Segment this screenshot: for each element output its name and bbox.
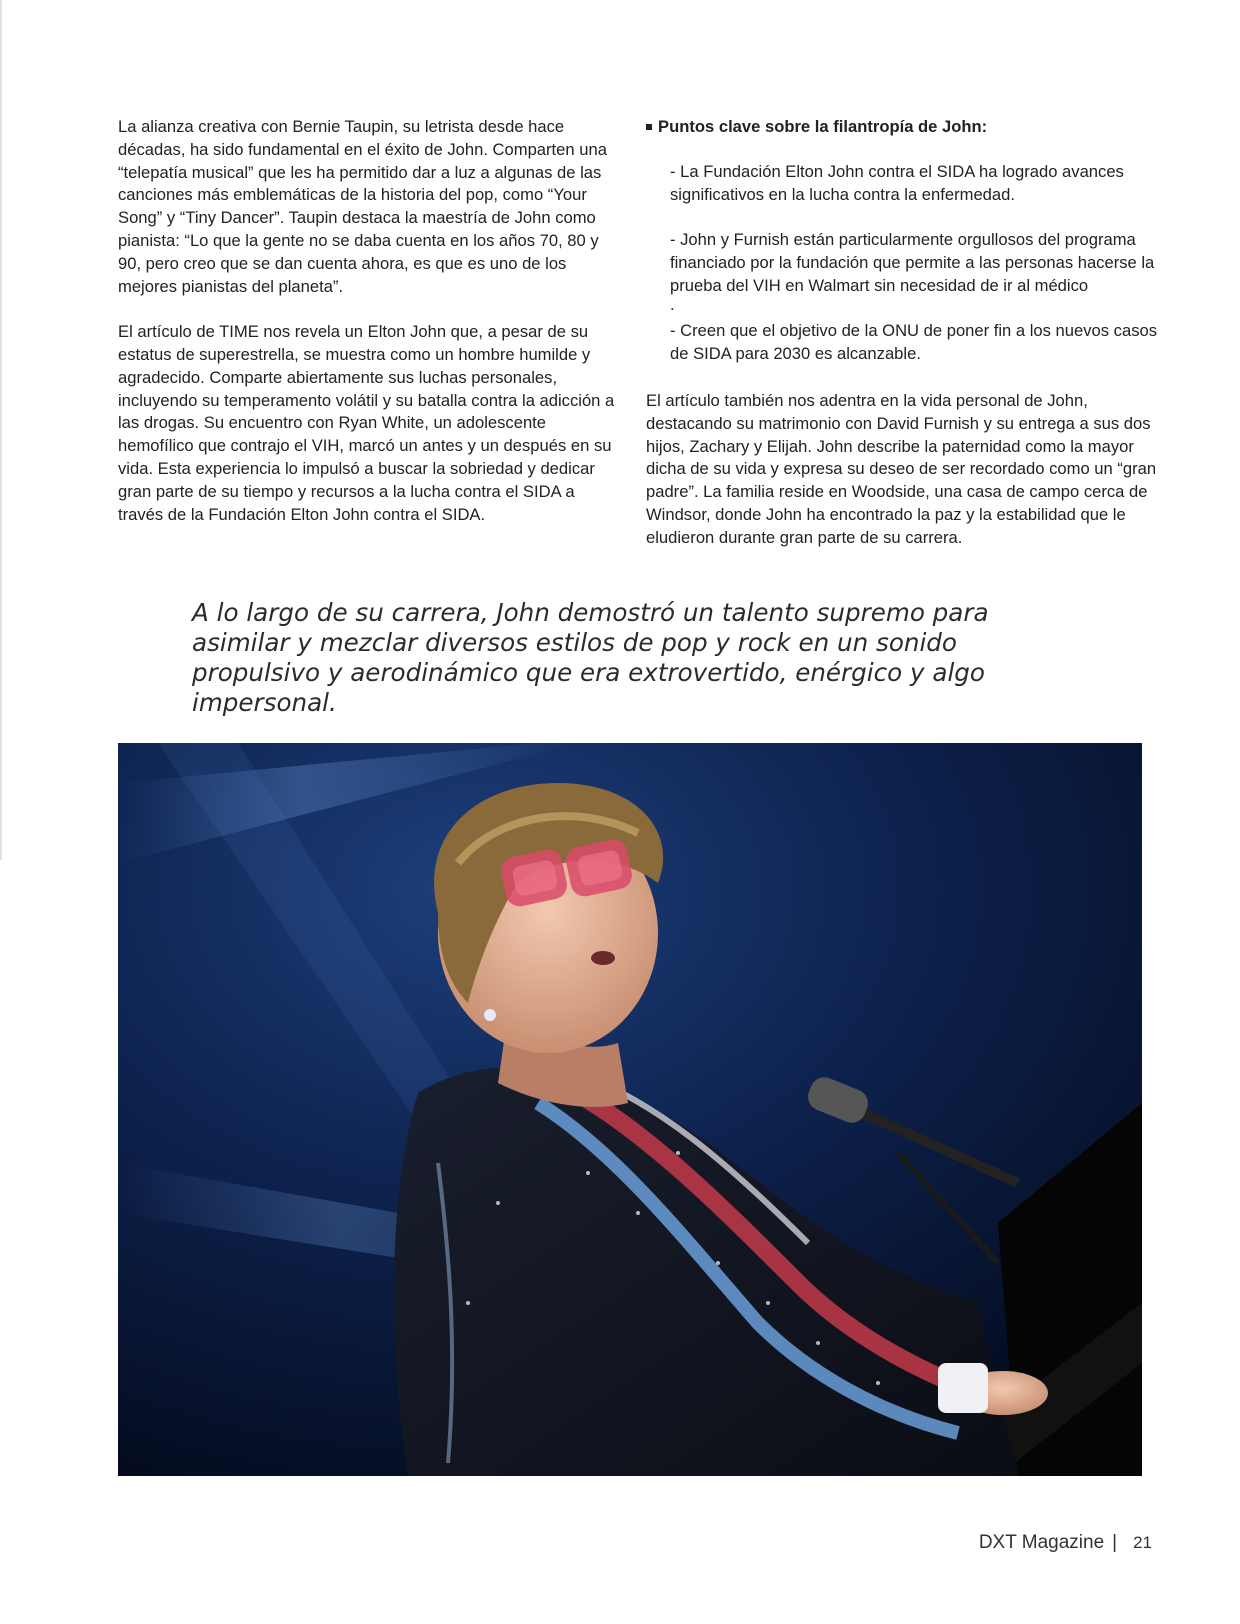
key-point-item: - La Fundación Elton John contra el SIDA ha logrado avances significativos en la lucha contra la enfermedad.	[670, 161, 1124, 204]
magazine-name: DXT Magazine	[978, 1532, 1105, 1553]
page-number: 21	[1133, 1533, 1152, 1552]
key-points-heading	[646, 116, 1166, 139]
key-point-item: - Creen que el objetivo de la ONU de poner fin a los nuevos casos de SIDA para 2030 es alcanzable.	[670, 321, 1158, 364]
key-point-item: - John y Furnish están particularmente orgullosos del programa financiado por la fundación que permite a las personas hacerse la prueba del VIH en Walmart sin necesidad de ir al médico	[670, 230, 1155, 295]
concert-photo	[118, 743, 1142, 1476]
pull-quote: A lo largo de su carrera, John demostró un talento supremo para asimilar y mezclar diversos estilos de pop y rock en un sonido propulsivo y aerodinámico que era extrovertido, enérgico y algo impersonal.	[192, 598, 989, 717]
paragraph-taupin: La alianza creativa con Bernie Taupin, su letrista desde hace décadas, ha sido fundamental en el éxito de John. Comparten una “telepatía musical” que les ha permitido dar a luz a algunas de las canciones más emblemáticas de la historia del pop, como “Your Song” y “Tiny Dancer”. Taupin destaca la maestría de John como pianista: “Lo que la gente no se daba cuenta en los años 70, 80 y 90, pero creo que se dan cuenta ahora, es que es uno de los mejores pianistas del planeta”.	[118, 117, 607, 296]
footer-separator: |	[1112, 1532, 1118, 1553]
left-column	[118, 116, 618, 526]
square-bullet-icon	[646, 124, 652, 130]
paragraph-personal-life: El artículo también nos adentra en la vida personal de John, destacando su matrimonio con David Furnish y su entrega a sus dos hijos, Zachary y Elijah. John describe la paternidad como la mayor dicha de su vida y expresa su deseo de ser recordado como un “gran padre”. La familia reside en Woodside, una casa de campo cerca de Windsor, donde John ha encontrado la paz y la estabilidad que le eludieron durante gran parte de su carrera.	[646, 390, 1157, 547]
stray-dot: .	[670, 294, 675, 314]
page-footer	[979, 1532, 1152, 1554]
right-column	[646, 116, 1166, 550]
key-points-heading-text: Puntos clave sobre la filantropía de John:	[658, 117, 988, 136]
page-edge-line	[0, 0, 2, 860]
key-points-list	[646, 161, 1166, 366]
paragraph-time-article: El artículo de TIME nos revela un Elton John que, a pesar de su estatus de superestrella, se muestra como un hombre humilde y agradecido. Comparte abiertamente sus luchas personales, incluyendo su temperamento volátil y su batalla contra la adicción a las drogas. Su encuentro con Ryan White, un adolescente hemofílico que contrajo el VIH, marcó un antes y un después en su vida. Esta experiencia lo impulsó a buscar la sobriedad y dedicar gran parte de su tiempo y recursos a la lucha contra el SIDA a través de la Fundación Elton John contra el SIDA.	[118, 322, 615, 524]
